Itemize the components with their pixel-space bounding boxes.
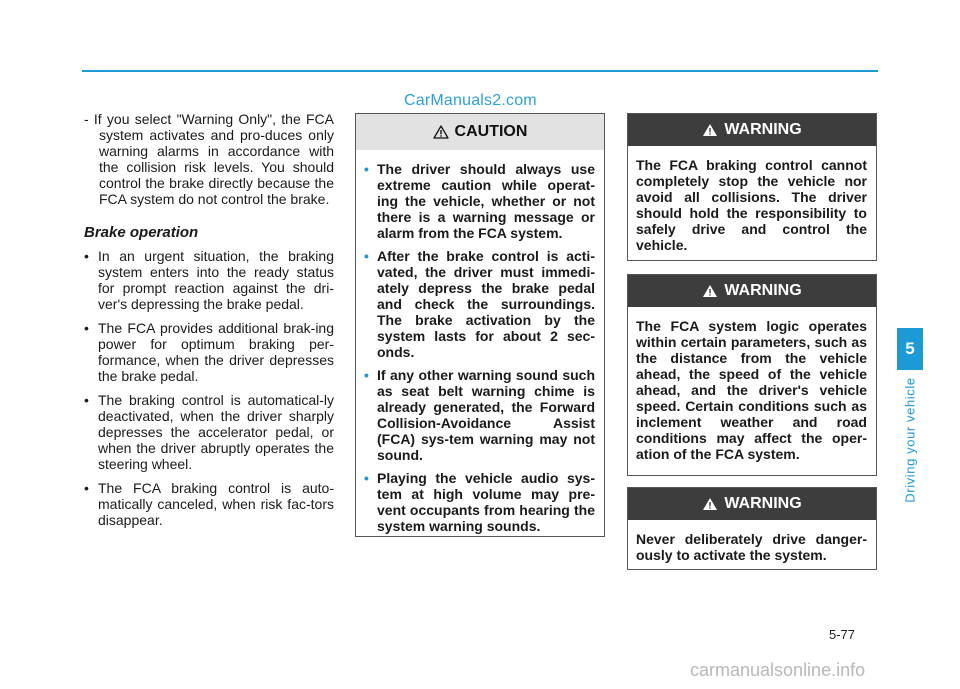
warning-header — [628, 114, 876, 146]
caution-triangle-icon — [433, 125, 449, 139]
bullet-dot-icon: • — [364, 161, 369, 177]
chapter-tab: 5 — [897, 328, 923, 370]
left-column — [84, 111, 334, 536]
list-item: • The driver should always use extreme caution while operat-ing the vehicle, whether or not there is a warning message or alarm from the FCA system. — [364, 161, 595, 241]
warning-box-1 — [627, 113, 877, 261]
bullet-dot-icon: • — [364, 367, 369, 383]
intro-paragraph: - If you select "Warning Only", the FCA system activates and pro-duces only warning alarms in accordance with the collision risk levels. You should control the brake directly because the FCA system do not control the brake. — [84, 111, 334, 207]
section-heading: Brake operation — [84, 224, 199, 241]
caution-title: CAUTION — [454, 123, 528, 140]
caution-body — [356, 150, 604, 549]
warning-text: The FCA system logic operates within certain parameters, such as the distance from the vehicle ahead, the speed of the vehicle ahead, and the driver's vehicle speed. Certain conditions such as inclement weather and road conditions may affect the oper-ation of the FCA system. — [636, 318, 867, 462]
list-item: • In an urgent situation, the braking system enters into the ready status for prompt reaction against the dri-ver's depressing the brake pedal. — [84, 248, 334, 312]
warning-box-3 — [627, 487, 877, 570]
bullet-dot-icon: • — [364, 248, 369, 264]
warning-text: Never deliberately drive danger-ously to activate the system. — [636, 531, 867, 563]
list-item: • The FCA provides additional brak-ing power for optimum braking per-formance, when the driver depresses the brake pedal. — [84, 320, 334, 384]
bullet-dot-icon: • — [364, 470, 369, 486]
list-item: • Playing the vehicle audio sys-tem at high volume may pre-vent occupants from hearing the system warning sounds. — [364, 470, 595, 534]
warning-title: WARNING — [724, 495, 802, 512]
warning-title: WARNING — [724, 121, 802, 138]
warning-triangle-icon — [702, 497, 718, 511]
warning-title: WARNING — [724, 282, 802, 299]
top-rule — [82, 70, 878, 72]
warning-triangle-icon — [702, 284, 718, 298]
chapter-title: Driving your vehicle — [902, 377, 918, 503]
warning-header — [628, 275, 876, 307]
list-item: • The braking control is automatical-ly deactivated, when the driver sharply depresses the accelerator pedal, or when the driver abruptly operates the steering wheel. — [84, 392, 334, 472]
caution-box — [355, 113, 605, 537]
caution-header — [356, 114, 604, 150]
warning-header — [628, 488, 876, 520]
brake-operation-list — [84, 248, 334, 528]
warning-triangle-icon — [702, 123, 718, 137]
watermark-bottom: carmanualsonline.info — [690, 660, 866, 680]
caution-list — [364, 161, 595, 534]
list-item: • The FCA braking control is auto-matically canceled, when risk fac-tors disappear. — [84, 480, 334, 528]
warning-box-2 — [627, 274, 877, 476]
page-number: 5-77 — [829, 627, 856, 642]
warning-text: The FCA braking control cannot completely stop the vehicle nor avoid all collisions. The driver should hold the responsibility to safely drive and control the vehicle. — [636, 157, 867, 253]
list-item: • If any other warning sound such as seat belt warning chime is already generated, the Forward Collision-Avoidance Assist (FCA) sys-tem warning may not sound. — [364, 367, 595, 463]
list-item: • After the brake control is acti-vated, the driver must immedi-ately depress the brake pedal and check the surroundings. The brake activation by the system lasts for about 2 sec-onds. — [364, 248, 595, 360]
watermark-top: CarManuals2.com — [404, 92, 537, 109]
